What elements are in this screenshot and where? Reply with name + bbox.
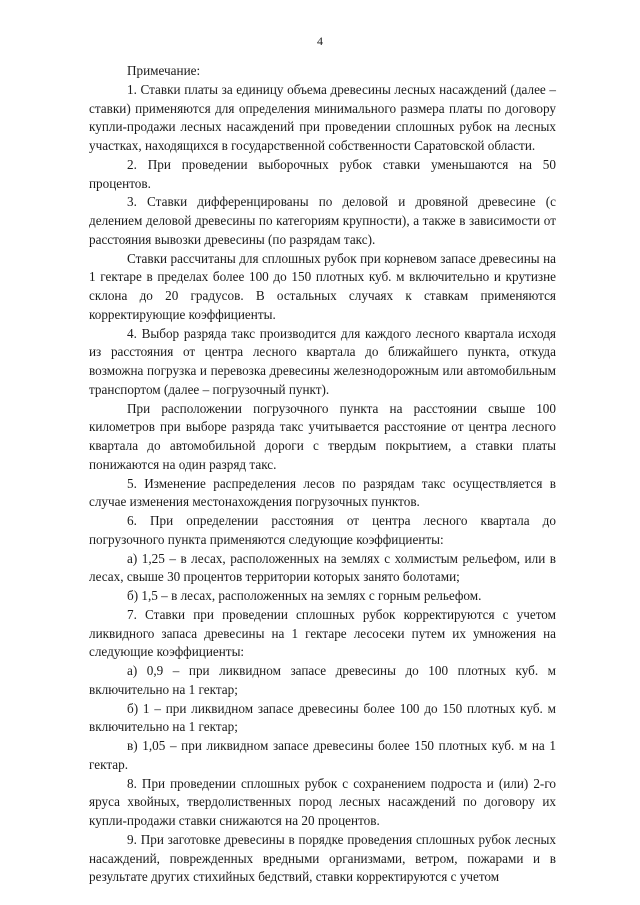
paragraph: б) 1,5 – в лесах, расположенных на землях с горным рельефом. (127, 588, 482, 603)
paragraph: При расположении погрузочного пункта на расстоянии свыше 100 километров при выборе разряда такс учитывается расстояние от центра лесного квартала до автомобильной дороги с твердым покрытием, а ставки платы понижаются на один разряд такс. (89, 400, 556, 472)
paragraph: 8. При проведении сплошных рубок с сохранением подроста и (или) 2-го яруса хвойных, твердолиственных пород лесных насаждений по договору их купли-продажи ставки снижаются на 20 процентов. (89, 775, 556, 828)
note-title: Примечание: (127, 63, 201, 78)
paragraph: 4. Выбор разряда такс производится для каждого лесного квартала исходя из расстояния от центра лесного квартала до ближайшего пункта, откуда возможна погрузка и перевозка древесины железнодорожным или автомобильным транспортом (далее – погрузочный пункт). (89, 325, 556, 397)
paragraph: б) 1 – при ликвидном запасе древесины более 100 до 150 плотных куб. м включительно на 1 гектар; (89, 700, 556, 735)
paragraph: 6. При определении расстояния от центра лесного квартала до погрузочного пункта применяются следующие коэффициенты: (89, 513, 556, 547)
paragraph: Ставки рассчитаны для сплошных рубок при корневом запасе древесины на 1 гектаре в пределах более 100 до 150 плотных куб. м включительно и крутизне склона до 20 градусов. В остальных случаях к ставкам применяются корректирующие коэффициенты. (89, 250, 556, 322)
document-body (89, 62, 556, 887)
paragraph: в) 1,05 – при ликвидном запасе древесины более 150 плотных куб. м на 1 гектар. (89, 738, 556, 772)
paragraph: 5. Изменение распределения лесов по разрядам такс осуществляется в случае изменения местонахождения погрузочных пунктов. (89, 475, 556, 510)
paragraph: а) 1,25 – в лесах, расположенных на землях с холмистым рельефом, или в лесах, свыше 30 процентов территории которых занято болотами; (89, 550, 556, 585)
paragraph: 9. При заготовке древесины в порядке проведения сплошных рубок лесных насаждений, поврежденных вредными организмами, ветром, пожарами и в результате других стихийных бедствий, ставки корректируются с учетом (89, 831, 556, 885)
paragraph: 3. Ставки дифференцированы по деловой и дровяной древесине (с делением деловой древесины по категориям крупности), а также в зависимости от расстояния вывозки древесины (по разрядам такс). (89, 194, 556, 247)
paragraph: 2. При проведении выборочных рубок ставки уменьшаются на 50 процентов. (89, 156, 556, 191)
paragraph: 7. Ставки при проведении сплошных рубок корректируются с учетом ликвидного запаса древесины на 1 гектаре лесосеки путем их умножения на следующие коэффициенты: (89, 606, 556, 660)
paragraph: 1. Ставки платы за единицу объема древесины лесных насаждений (далее – ставки) применяются для определения минимального размера платы по договору купли-продажи лесных насаждений при проведении сплошных рубок на лесных участках, находящихся в государственной собственности Саратовской области. (89, 81, 556, 153)
page-number: 4 (317, 34, 323, 48)
paragraph: а) 0,9 – при ликвидном запасе древесины до 100 плотных куб. м включительно на 1 гектар; (89, 663, 556, 697)
